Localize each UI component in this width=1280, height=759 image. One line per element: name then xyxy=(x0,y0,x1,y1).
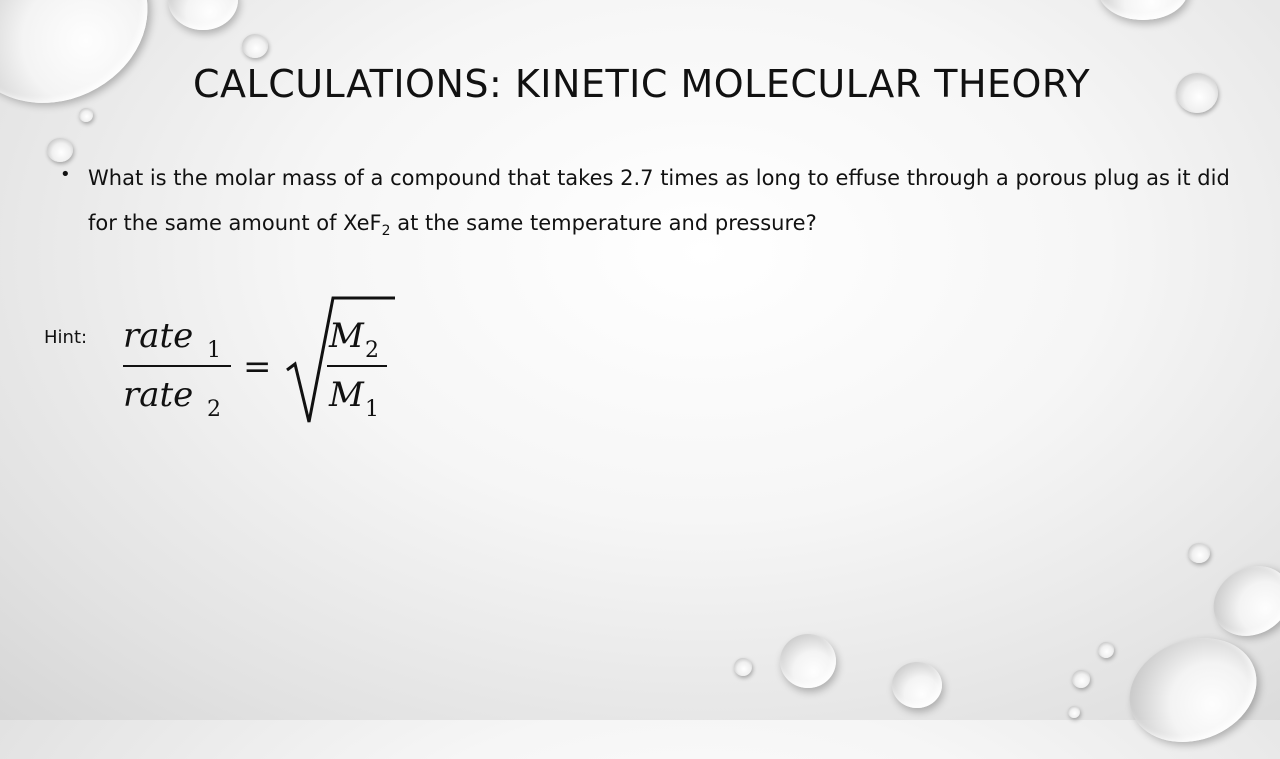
lhs-denominator-subscript: 2 xyxy=(207,397,221,422)
water-drop-decoration xyxy=(892,662,942,708)
lhs-denominator: rate xyxy=(123,375,194,415)
equals-sign: = xyxy=(243,347,272,387)
water-drop-decoration xyxy=(1201,552,1280,649)
rhs-denominator: M xyxy=(329,375,364,415)
bullet-subscript: 2 xyxy=(381,223,391,240)
grahams-law-formula xyxy=(115,292,405,432)
bullet-item xyxy=(60,156,1240,254)
water-drop-decoration xyxy=(1098,642,1114,658)
hint-label: Hint: xyxy=(44,327,88,348)
water-drop-decoration xyxy=(1188,543,1210,563)
water-drop-decoration xyxy=(734,658,752,676)
water-drop-decoration xyxy=(1068,706,1080,718)
lhs-numerator-subscript: 1 xyxy=(207,338,221,363)
water-drop-decoration xyxy=(780,634,836,688)
water-drop-decoration xyxy=(1115,621,1271,759)
bullet-list xyxy=(60,156,1240,254)
water-drop-decoration xyxy=(1072,670,1090,688)
water-drop-decoration xyxy=(79,108,93,122)
rhs-numerator: M xyxy=(329,316,364,356)
water-drop-decoration xyxy=(1176,73,1218,113)
lhs-numerator: rate xyxy=(123,316,194,356)
slide-title: CALCULATIONS: KINETIC MOLECULAR THEORY xyxy=(193,62,1091,106)
water-drop-decoration xyxy=(168,0,238,30)
bullet-dot-icon: • xyxy=(60,164,71,185)
rhs-denominator-subscript: 1 xyxy=(365,397,379,422)
rhs-numerator-subscript: 2 xyxy=(365,338,379,363)
bullet-text-part-2: at the same temperature and pressure? xyxy=(390,211,817,235)
water-drop-decoration xyxy=(1098,0,1188,20)
water-drop-decoration xyxy=(242,34,268,58)
bullet-text-part-1: What is the molar mass of a compound that takes 2.7 times as long to effuse through a porous plug as it did for the same amount of XeF xyxy=(88,166,1230,235)
